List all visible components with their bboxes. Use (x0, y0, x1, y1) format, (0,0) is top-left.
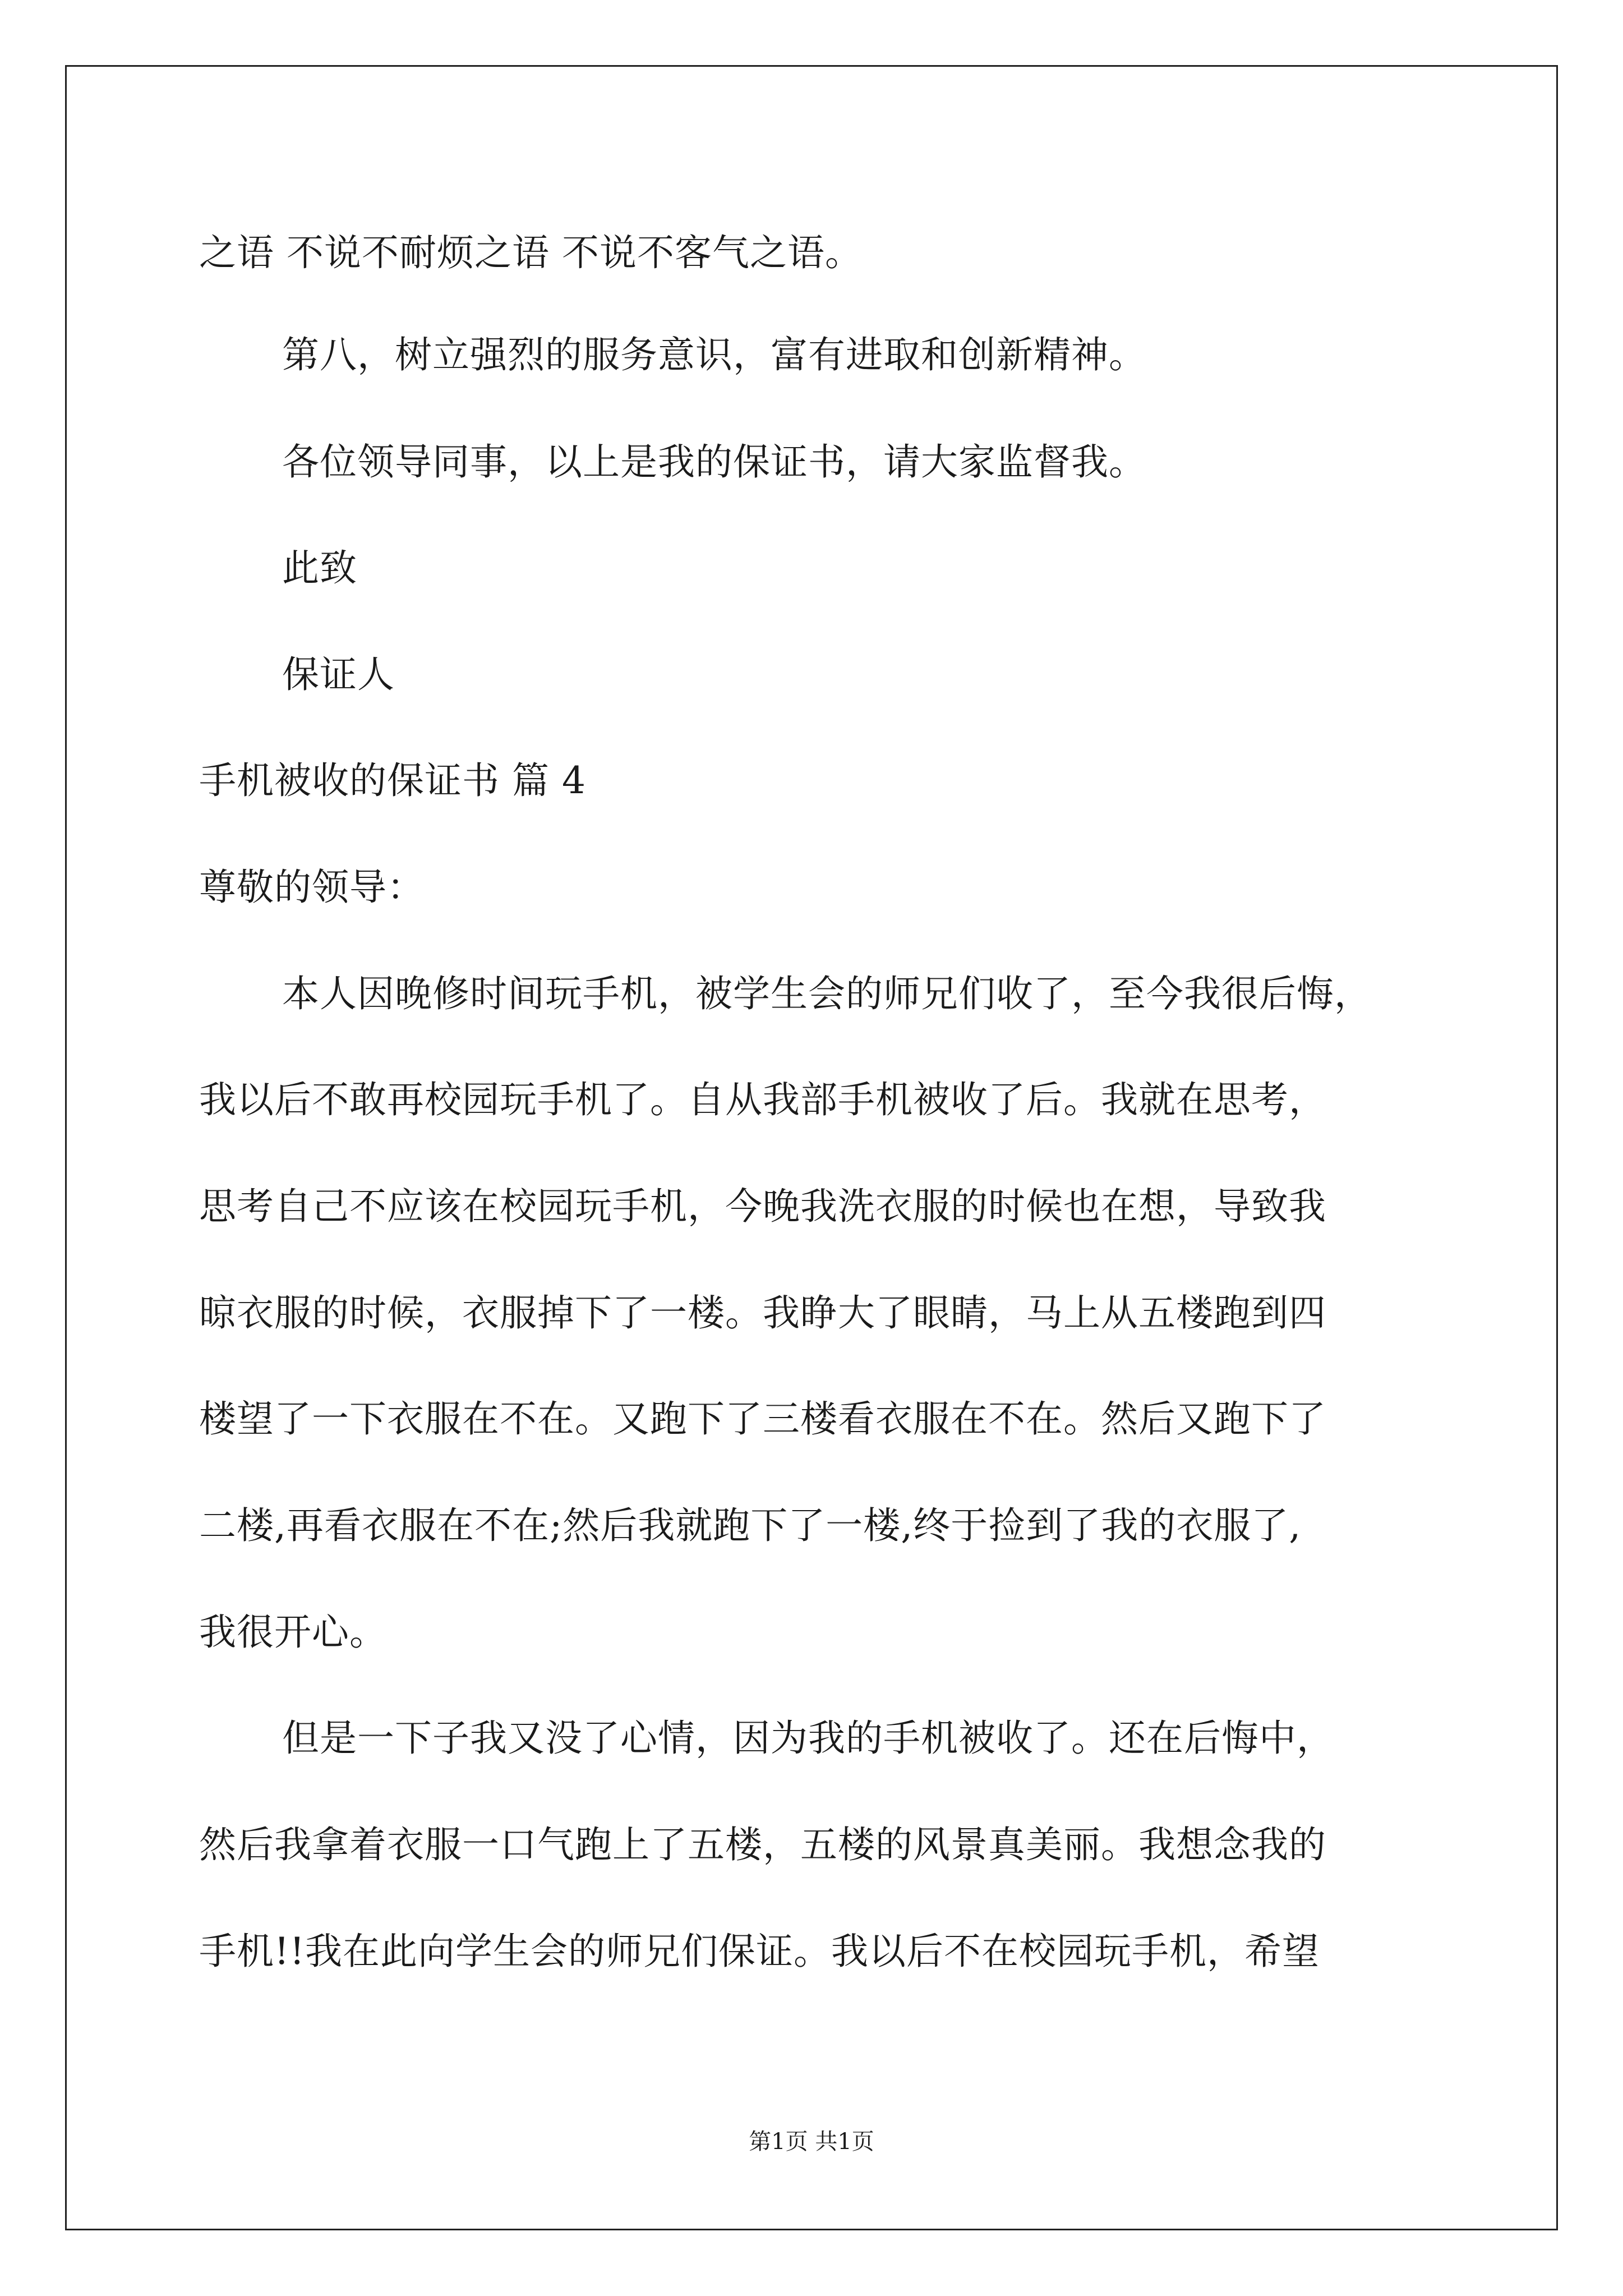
body-line-8: 本人因晚修时间玩手机，被学生会的师兄们收了，至今我很后悔， (282, 972, 1372, 1015)
body-line-11: 晾衣服的时候，衣服掉下了一楼。我睁大了眼睛，马上从五楼跑到四 (199, 1291, 1326, 1335)
body-line-1: 之语 不说不耐烦之语 不说不客气之语。 (199, 231, 863, 274)
body-line-17: 手机!!我在此向学生会的师兄们保证。我以后不在校园玩手机，希望 (199, 1930, 1320, 1973)
section-heading: 手机被收的保证书 篇 4 (199, 759, 586, 802)
body-line-2: 第八，树立强烈的服务意识，富有进取和创新精神。 (282, 333, 1146, 376)
body-line-14: 我很开心。 (199, 1611, 387, 1654)
body-line-9: 我以后不敢再校园玩手机了。自从我部手机被收了后。我就在思考， (199, 1078, 1326, 1121)
greeting: 尊敬的领导： (199, 866, 425, 909)
body-line-15: 但是一下子我又没了心情，因为我的手机被收了。还在后悔中， (282, 1717, 1334, 1760)
signature-label: 保证人 (282, 653, 395, 696)
closing-salutation: 此致 (282, 546, 357, 590)
body-line-16: 然后我拿着衣服一口气跑上了五楼，五楼的风景真美丽。我想念我的 (199, 1823, 1326, 1866)
body-line-12: 楼望了一下衣服在不在。又跑下了三楼看衣服在不在。然后又跑下了 (199, 1397, 1326, 1441)
body-line-13: 二楼,再看衣服在不在;然后我就跑下了一楼,终于捡到了我的衣服了, (199, 1504, 1302, 1547)
body-line-10: 思考自己不应该在校园玩手机，今晚我洗衣服的时候也在想，导致我 (199, 1185, 1326, 1228)
page-footer: 第1页 共1页 (749, 2129, 874, 2155)
body-line-3: 各位领导同事，以上是我的保证书，请大家监督我。 (282, 440, 1146, 484)
page-frame (65, 65, 1558, 2230)
